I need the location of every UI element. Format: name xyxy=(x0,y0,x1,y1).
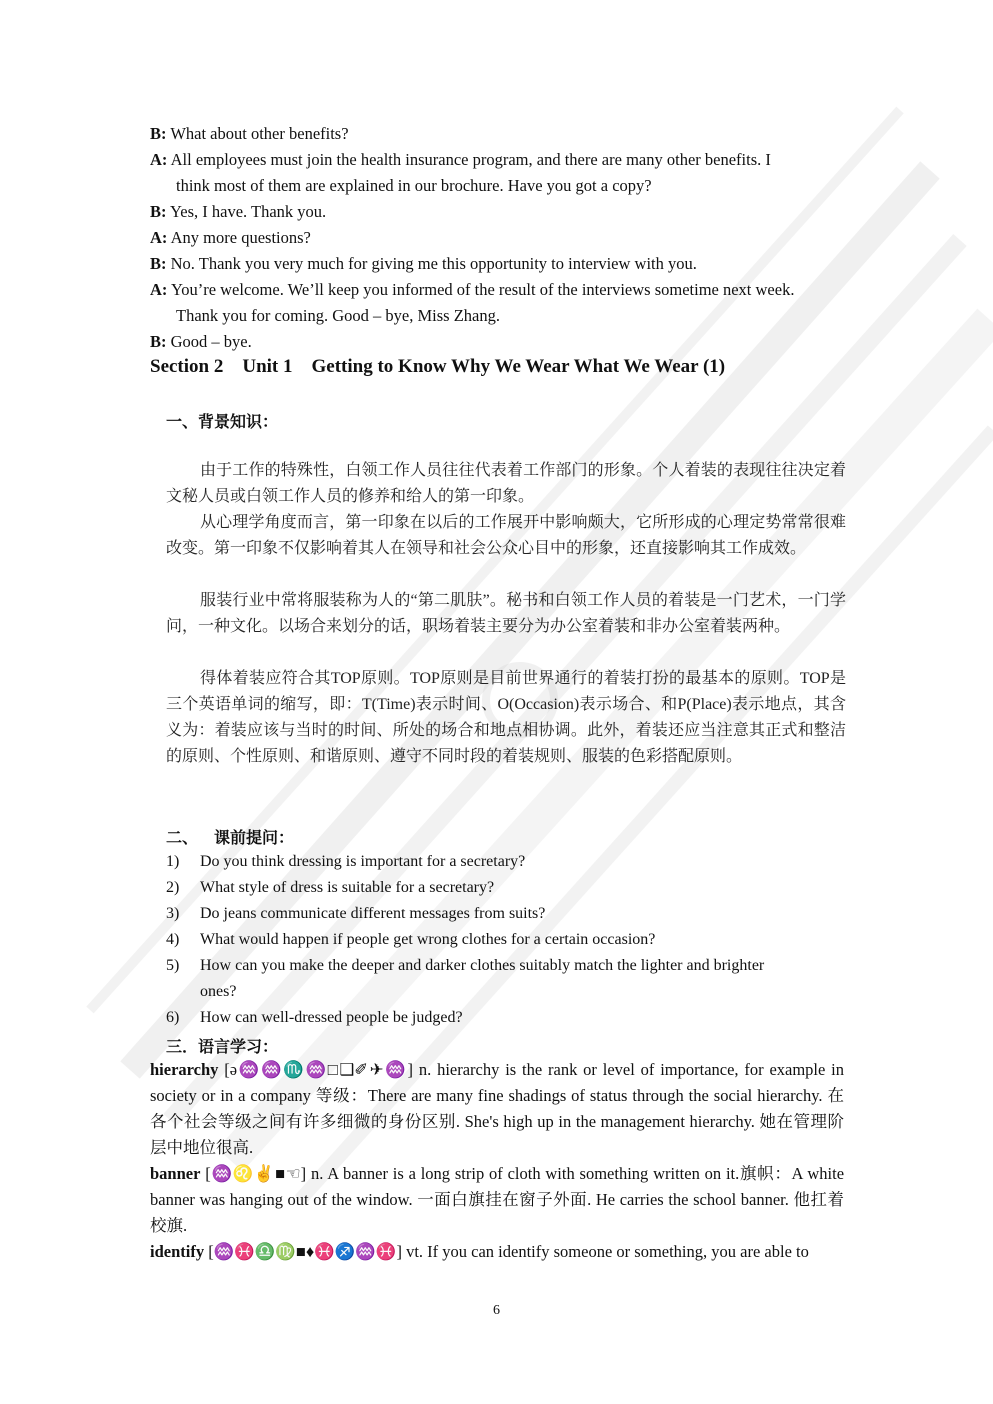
dialogue-line xyxy=(150,280,794,300)
dialogue-line xyxy=(150,202,326,222)
question-continuation: ones? xyxy=(200,983,237,1000)
vocab-definition: n. A banner is a long strip of cloth with something written on it.旗帜：A white banner was hanging out of the window. 一面白旗挂在窗子外面. He carries the school banner. 他扛着校旗. xyxy=(150,1164,845,1235)
background-paragraph: 从心理学角度而言，第一印象在以后的工作展开中影响颇大，它所形成的心理定势常常很难改变。第一印象不仅影响着其人在领导和社会公众心目中的形象，还直接影响其工作成效。 xyxy=(166,514,846,557)
background-paragraph: 服装行业中常将服装称为人的“第二肌肤”。秘书和白领工作人员的着装是一门艺术，一门学问，一种文化。以场合来划分的话，职场着装主要分为办公室着装和非办公室着装两种。 xyxy=(166,592,846,635)
question-number: 4) xyxy=(166,931,180,948)
vocab-word: identify xyxy=(150,1242,205,1261)
speaker-label: B: xyxy=(150,332,167,351)
question-item xyxy=(166,956,764,976)
dialogue-line xyxy=(150,124,349,144)
background-paragraph: 得体着装应符合其TOP原则。TOP原则是目前世界通行的着装打扮的最基本的原则。TOP是三个英语单词的缩写，即：T(Time)表示时间、O(Occasion)表示场合、和P(Place)表示地点，其含义为：着装应该与当时的时间、所处的场合和地点相协调。此外，着装还应当注意其正式和整洁的原则、个性原则、和谐原则、遵守不同时段的着装规则、服装的色彩搭配原则。 xyxy=(166,670,846,765)
dialogue-line xyxy=(150,332,252,352)
question-text: What style of dress is suitable for a secretary? xyxy=(200,879,495,896)
question-number: 2) xyxy=(166,879,180,896)
dialogue-line xyxy=(150,228,311,248)
question-text: Do jeans communicate different messages from suits? xyxy=(200,905,546,922)
background-paragraph: 由于工作的特殊性，白领工作人员往往代表着工作部门的形象。个人着装的表现往往决定着文秘人员或白领工作人员的修养和给人的第一印象。 xyxy=(166,462,846,505)
vocab-entry xyxy=(150,1161,844,1239)
speaker-label: B: xyxy=(150,124,167,143)
dialogue-line xyxy=(150,254,697,274)
speaker-label: A: xyxy=(150,228,168,247)
vocab-word: hierarchy xyxy=(150,1060,219,1079)
question-number: 3) xyxy=(166,905,180,922)
dialogue-text: Yes, I have. Thank you. xyxy=(170,202,327,221)
dialogue-text: What about other benefits? xyxy=(170,124,349,143)
vocab-definition: vt. If you can identify someone or something, you are able to xyxy=(406,1242,809,1261)
dialogue-text: Any more questions? xyxy=(170,228,311,247)
question-text: What would happen if people get wrong clothes for a certain occasion? xyxy=(200,931,656,948)
dialogue-text: Good – bye. xyxy=(170,332,252,351)
vocab-phonetic: [♒♌✌■☜] xyxy=(205,1164,307,1183)
question-number: 1) xyxy=(166,853,180,870)
question-item xyxy=(166,930,655,950)
speaker-label: A: xyxy=(150,150,168,169)
speaker-label: B: xyxy=(150,254,167,273)
page-number: 6 xyxy=(493,1303,500,1318)
question-text: Do you think dressing is important for a secretary? xyxy=(200,853,526,870)
background-heading: 一、背景知识： xyxy=(166,414,279,431)
speaker-label: B: xyxy=(150,202,167,221)
question-item xyxy=(166,904,545,924)
section-title: Section 2 Unit 1 Getting to Know Why We Wear What We Wear (1) xyxy=(150,356,726,377)
vocab-word: banner xyxy=(150,1164,201,1183)
dialogue-continuation: Thank you for coming. Good – bye, Miss Zhang. xyxy=(176,306,500,325)
language-heading: 三．语言学习： xyxy=(166,1039,279,1056)
dialogue-text: You’re welcome. We’ll keep you informed of the result of the interviews sometime next week. xyxy=(170,280,795,299)
speaker-label: A: xyxy=(150,280,168,299)
question-number: 6) xyxy=(166,1009,180,1026)
vocab-entry xyxy=(150,1057,844,1161)
dialogue-continuation: think most of them are explained in our brochure. Have you got a copy? xyxy=(176,176,652,195)
question-item xyxy=(166,878,494,898)
question-text: How can you make the deeper and darker clothes suitably match the lighter and brighter xyxy=(200,957,765,974)
vocab-phonetic: [ə♒♒♏♒□❑✐✈♒] xyxy=(224,1060,414,1079)
dialogue-text: All employees must join the health insurance program, and there are many other benefits. I xyxy=(170,150,771,169)
question-number: 5) xyxy=(166,957,180,974)
question-item xyxy=(166,1008,463,1028)
vocab-phonetic: [♒♓♎♍■♦♓♐♒♓] xyxy=(208,1242,402,1261)
questions-heading: 二、 课前提问： xyxy=(166,830,295,847)
question-text: How can well-dressed people be judged? xyxy=(200,1009,463,1026)
vocab-definition: n. hierarchy is the rank or level of importance, for example in society or in a company 等级：There are many fine shadings of status through the social hierarchy. 在各个社会等级之间有许多细微的身份区别. She's high up in the management hierarchy. 她在管理阶层中地位很高. xyxy=(150,1060,844,1157)
question-item xyxy=(166,852,525,872)
vocab-entry xyxy=(150,1239,844,1265)
dialogue-text: No. Thank you very much for giving me this opportunity to interview with you. xyxy=(170,254,697,273)
dialogue-line xyxy=(150,150,771,170)
